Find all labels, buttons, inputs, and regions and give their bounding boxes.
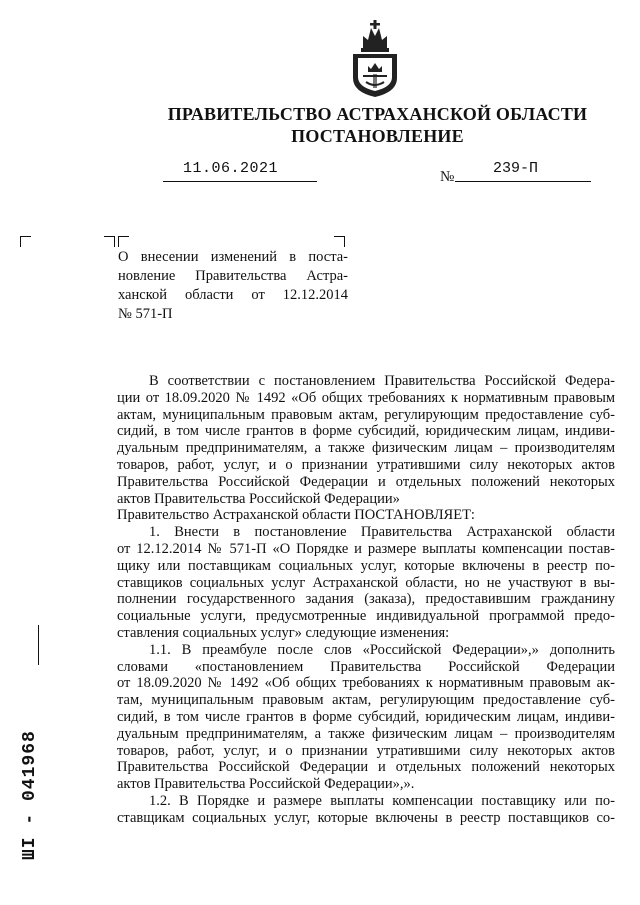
subject-line: новление Правительства Астра- <box>118 268 348 284</box>
body-line: социальные услуги, предусмотренные индивидуальной программой предо- <box>117 608 615 625</box>
body-line: полнении государственного задания (заказа), предоставившим гражданину <box>117 591 615 608</box>
body-line: словами «постановлением Правительства Российской Федерации <box>117 658 615 675</box>
body-line: актов Правительства Российской Федерации»,». <box>117 776 415 793</box>
document-body <box>117 373 615 827</box>
body-line: Правительства Российской Федерации и отдельных положений некоторых <box>117 473 615 490</box>
corner-mark-left <box>20 236 31 247</box>
subject-line: ханской области от 12.12.2014 <box>118 287 348 303</box>
serial-code <box>18 720 46 860</box>
body-line: ставщикам социальных услуг, которые включены в реестр поставщиков со- <box>117 809 615 826</box>
body-line: ставщиков социальных услуг Астраханской области, но не участвуют в вы- <box>117 574 615 591</box>
body-line: щику или поставщикам социальных услуг, которые включены в реестр по- <box>117 557 615 574</box>
corner-mark-middle-left <box>118 236 129 247</box>
document-number: 239-П <box>493 160 539 177</box>
body-line: Правительство Астраханской области ПОСТАНОВЛЯЕТ: <box>117 507 475 524</box>
body-line: от 12.12.2014 № 571-П «О Порядке и размере выплаты компенсации постав- <box>117 540 615 557</box>
body-line: 1.2. В Порядке и размере выплаты компенсации поставщику или по- <box>149 792 615 809</box>
body-line: дуальным предпринимателям, а также физическим лицам – производителям <box>117 440 615 457</box>
number-underline <box>455 181 591 182</box>
margin-mark <box>38 625 39 665</box>
body-line: ции от 18.09.2020 № 1492 «Об общих требованиях к нормативным правовым <box>117 389 615 406</box>
body-line: сидий, в том числе грантов в форме субсидий, юридическим лицам, индиви- <box>117 708 615 725</box>
body-line: там, муниципальным правовым актам, регулирующим предоставление суб- <box>117 692 615 709</box>
coat-of-arms-icon <box>349 14 401 98</box>
serial-code-text: ШI - 041968 <box>20 730 40 860</box>
document-subject <box>118 248 348 324</box>
body-line: от 18.09.2020 № 1492 «Об общих требованиях к нормативным правовым ак- <box>117 675 615 692</box>
date-underline <box>163 181 317 182</box>
subject-line: О внесении изменений в поста- <box>118 249 348 265</box>
government-title: ПРАВИТЕЛЬСТВО АСТРАХАНСКОЙ ОБЛАСТИ <box>167 104 588 124</box>
body-line: сидий, в том числе грантов в форме субсидий, юридическим лицам, индиви- <box>117 423 615 440</box>
body-line: Правительства Российской Федерации и отдельных положений некоторых <box>117 759 615 776</box>
corner-mark-middle-right <box>104 236 115 247</box>
body-line: товаров, работ, услуг, и о признании утратившими силу некоторых актов <box>117 456 615 473</box>
document-type-title: ПОСТАНОВЛЕНИЕ <box>291 126 464 146</box>
body-line: дуальным предпринимателям, а также физическим лицам – производителям <box>117 725 615 742</box>
body-line: актам, муниципальным правовым актам, регулирующим предоставление суб- <box>117 406 615 423</box>
body-line: товаров, работ, услуг, и о признании утратившими силу некоторых актов <box>117 742 615 759</box>
body-line: актов Правительства Российской Федерации» <box>117 490 400 507</box>
number-sign: № <box>440 169 455 185</box>
corner-mark-right <box>334 236 345 247</box>
body-line: В соответствии с постановлением Правительства Российской Федера- <box>149 373 615 389</box>
body-line: 1.1. В преамбуле после слов «Российской Федерации»,» дополнить <box>149 641 615 658</box>
body-line: ставления социальных услуг» следующие изменения: <box>117 624 450 641</box>
document-date: 11.06.2021 <box>183 160 279 177</box>
subject-line: № 571-П <box>118 306 173 322</box>
body-line: 1. Внести в постановление Правительства Астраханской области <box>149 524 615 541</box>
